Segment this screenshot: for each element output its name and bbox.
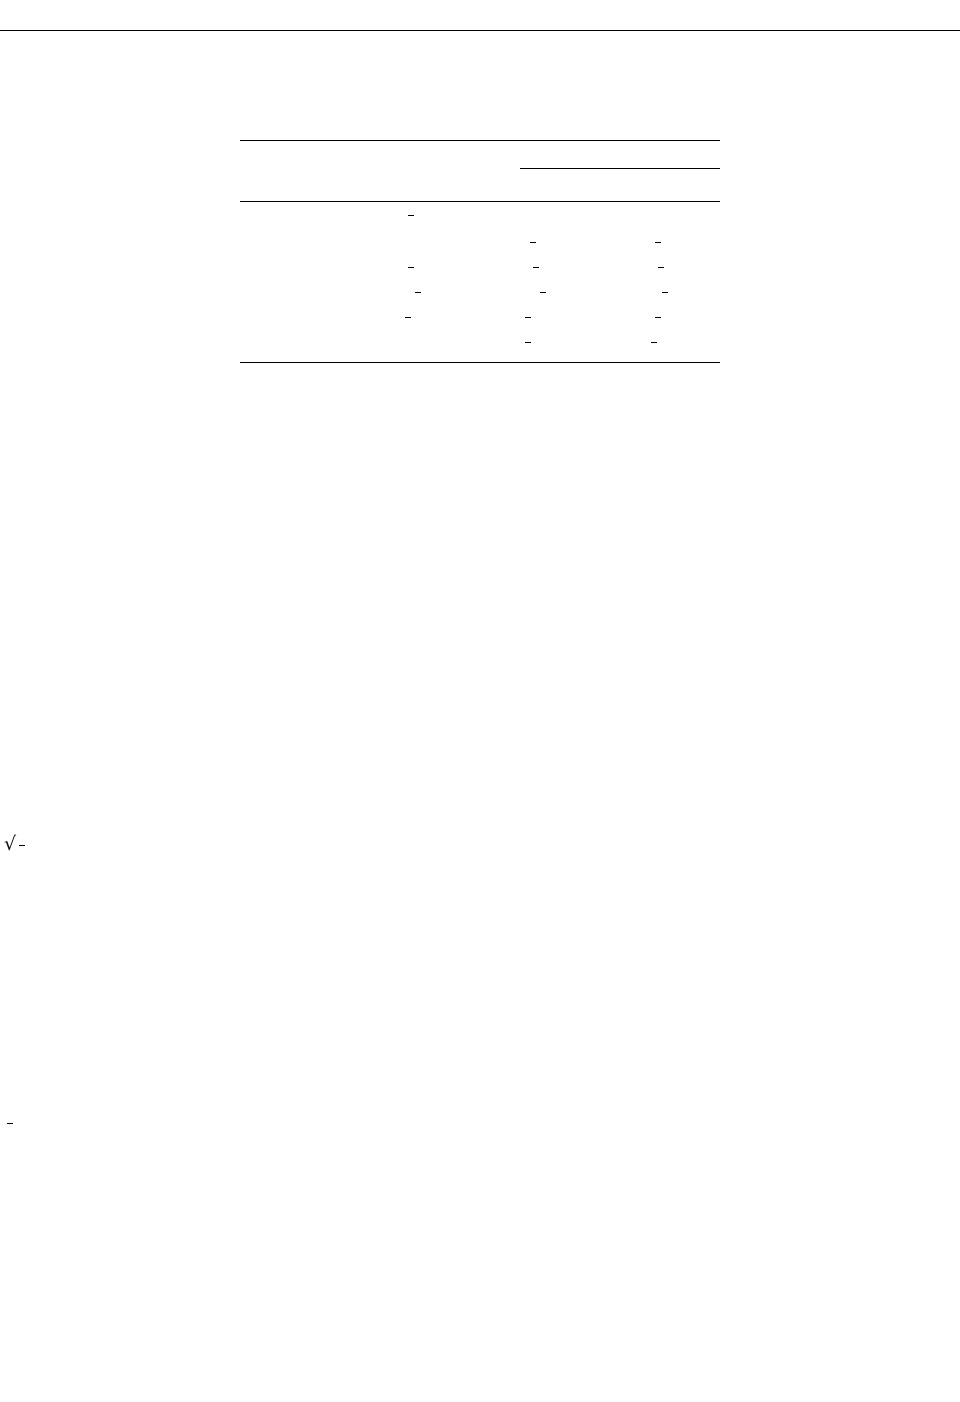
percopy-value bbox=[655, 242, 661, 243]
percopy-value bbox=[651, 342, 657, 343]
table-top-rule bbox=[240, 140, 720, 141]
conclusion-1 bbox=[4, 420, 960, 448]
percopy-value bbox=[658, 267, 664, 268]
direct-value bbox=[408, 267, 414, 268]
conclusion-2 bbox=[4, 636, 960, 664]
table-head-rule bbox=[240, 201, 720, 202]
fixed-value bbox=[533, 267, 539, 268]
percopy-value bbox=[662, 292, 668, 293]
fixed-value bbox=[540, 292, 546, 293]
paragraph-line bbox=[4, 1108, 954, 1136]
running-header bbox=[0, 0, 960, 31]
fixed-value bbox=[525, 317, 531, 318]
fixed-value bbox=[525, 342, 531, 343]
direct-value bbox=[415, 292, 421, 293]
table-bottom-rule bbox=[240, 362, 720, 363]
percopy-value bbox=[655, 317, 661, 318]
direct-value bbox=[405, 317, 411, 318]
direct-value bbox=[408, 215, 414, 216]
fixed-value bbox=[530, 242, 536, 243]
item-3: √ bbox=[4, 830, 954, 858]
table-mid-rule bbox=[520, 168, 720, 169]
